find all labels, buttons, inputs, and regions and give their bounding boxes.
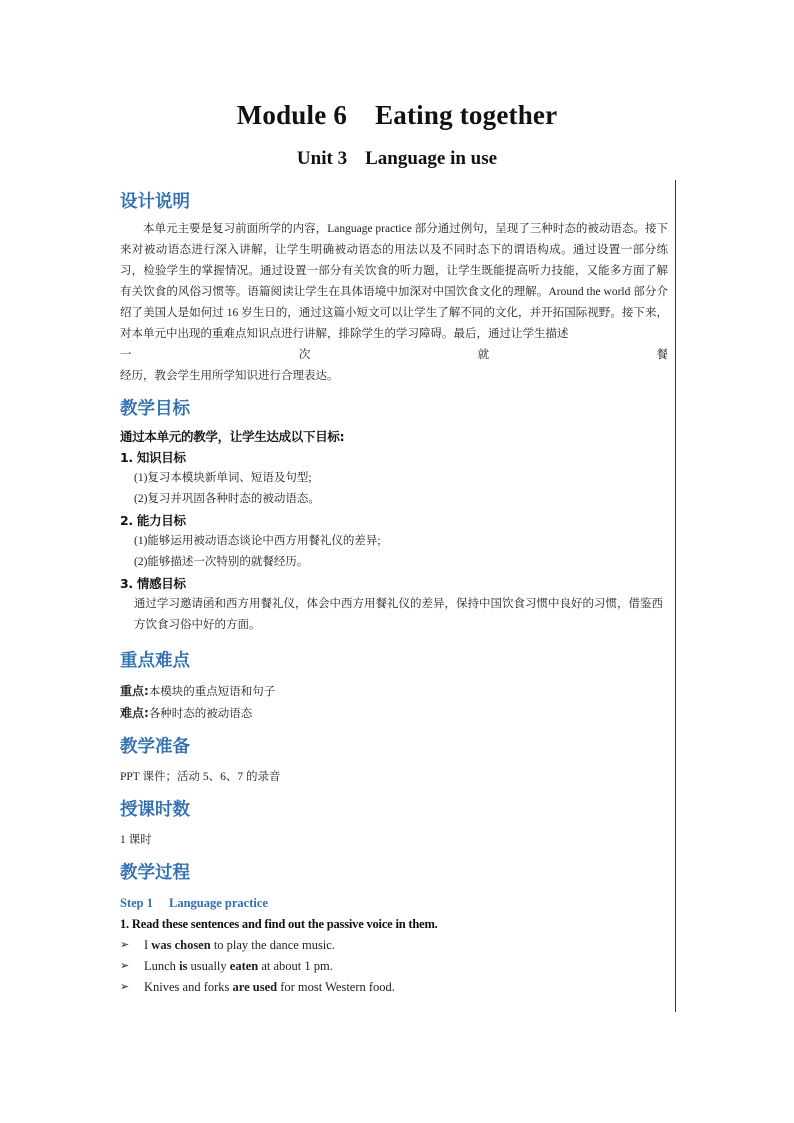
title-name: Eating together [375, 100, 558, 130]
process-heading: 教学过程 [120, 863, 190, 883]
goals-intro: 通过本单元的教学，让学生达成以下目标: [120, 429, 345, 444]
document-body [120, 190, 668, 998]
step-label: Step 1 [120, 896, 153, 910]
knowledge-item: (1)复习本模块新单词、短语及句型; [134, 472, 312, 484]
spread-word: 次 [298, 349, 311, 361]
example-sentence [120, 956, 668, 977]
spread-word: 就 [477, 349, 490, 361]
ability-item: (1)能够运用被动语态谈论中西方用餐礼仪的差异; [134, 535, 381, 547]
ability-label: 2. 能力目标 [120, 513, 186, 528]
knowledge-label: 1. 知识目标 [120, 450, 186, 465]
page-title [0, 100, 794, 131]
difficulty-value: 各种时态的被动语态 [148, 708, 253, 720]
design-heading: 设计说明 [120, 192, 190, 212]
keypoints-heading: 重点难点 [120, 651, 190, 671]
sentence-text: at about 1 pm. [258, 959, 333, 973]
subtitle-name: Language in use [365, 148, 498, 169]
title-module: Module 6 [236, 100, 348, 130]
example-sentence [120, 977, 668, 998]
sentence-passive: is [179, 959, 188, 973]
arrow-bullet-icon: ➢ [120, 960, 130, 972]
sentence-passive: was chosen [151, 938, 211, 952]
step-heading [120, 893, 668, 914]
sentence-passive: are used [232, 980, 278, 994]
sentence-text: I [144, 938, 152, 952]
difficulty-label: 难点: [120, 706, 149, 720]
arrow-bullet-icon: ➢ [120, 939, 130, 951]
spread-word: 一 [120, 349, 132, 361]
step-title: Language practice [169, 896, 268, 910]
spread-word: 餐 [656, 349, 668, 361]
difficulty-line [120, 703, 668, 725]
sentence-text: for most Western food. [277, 980, 395, 994]
preparation-heading: 教学准备 [120, 737, 190, 757]
sentence-text: Knives and forks [144, 980, 233, 994]
hours-text: 1 课时 [120, 834, 152, 846]
emotion-label: 3. 情感目标 [120, 576, 186, 591]
focus-value: 本模块的重点短语和句子 [148, 686, 276, 698]
hours-heading: 授课时数 [120, 800, 190, 820]
emotion-text: 通过学习邀请函和西方用餐礼仪，体会中西方用餐礼仪的差异，保持中国饮食习惯中良好的习惯，借鉴西方饮食习俗中好的方面。 [134, 598, 663, 631]
focus-line [120, 681, 668, 703]
margin-rule [675, 180, 676, 1012]
design-last-line: 经历，教会学生用所学知识进行合理表达。 [120, 370, 339, 382]
sentence-text: usually [187, 959, 230, 973]
focus-label: 重点: [120, 684, 149, 698]
sentence-text: Lunch [144, 959, 180, 973]
ability-item: (2)能够描述一次特别的就餐经历。 [134, 556, 309, 568]
sentence-text: to play the dance music. [210, 938, 335, 952]
arrow-bullet-icon: ➢ [120, 981, 130, 993]
sentence-passive: eaten [229, 959, 259, 973]
page-subtitle [0, 148, 794, 170]
design-paragraph: 本单元主要是复习前面所学的内容，Language practice 部分通过例句，呈现了三种时态的被动语态。接下来对被动语态进行深入讲解，让学生明确被动语态的用法以及不同时态下的谓语构成。通过设置一部分练习，检验学生的掌握情况。通过设置一部分有关饮食的听力题，让学生既能提高听力技能，又能多方面了解有关饮食的风俗习惯等。语篇阅读让学生在具体语境中加深对中国饮食文化的理解。Around the world 部分介绍了美国人是如何过 16 岁生日的，通过这篇小短文可以让学生了解不同的文化，并开拓国际视野。接下来，对本单元中出现的重难点知识点进行讲解，排除学生的学习障碍。最后，通过让学生描述 [120, 223, 668, 340]
knowledge-item: (2)复习并巩固各种时态的被动语态。 [134, 493, 320, 505]
goals-heading: 教学目标 [120, 399, 190, 419]
preparation-text: PPT 课件；活动 5、6、7 的录音 [120, 771, 281, 783]
design-spread-line [120, 345, 668, 366]
subtitle-unit: Unit 3 [296, 148, 348, 169]
example-sentence [120, 935, 668, 956]
task-instruction: 1. Read these sentences and find out the passive voice in them. [120, 917, 438, 931]
